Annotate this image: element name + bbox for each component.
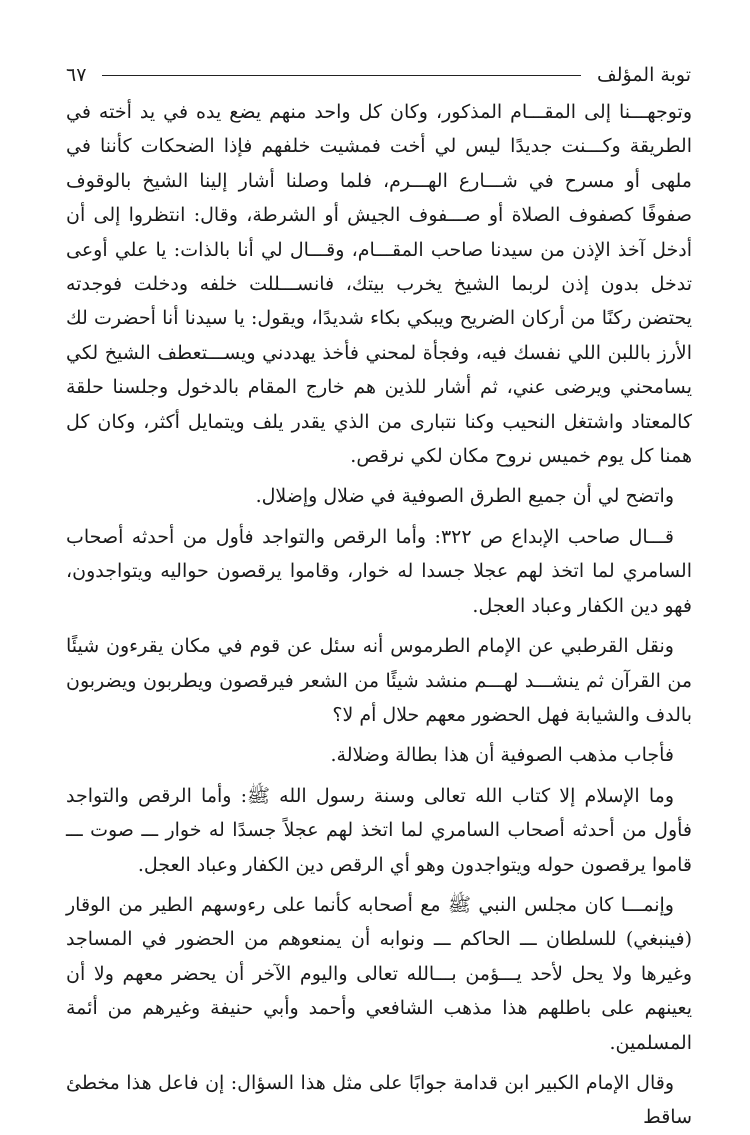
paragraph: فأجاب مذهب الصوفية أن هذا بطالة وضلالة. bbox=[330, 744, 674, 767]
paragraph: وقال الإمام الكبير ابن قدامة جوابًا على مثل هذا السؤال: إن فاعل هذا مخطئ ساقط bbox=[66, 1071, 692, 1129]
paragraph: ونقل القرطبي عن الإمام الطرموس أنه سئل عن قوم في مكان يقرءون شيئًا من القرآن ثم ينشـــد لهـــم منشد شيئًا من الشعر فيرقصون ويطربون ويضربون بالدف والشيابة فهل الحضور معهم حلال أم لا؟ bbox=[66, 635, 692, 726]
paragraph: واتضح لي أن جميع الطرق الصوفية في ضلال وإضلال. bbox=[255, 485, 674, 508]
paragraph: قـــال صاحب الإبداع ص ٣٢٢: وأما الرقص والتواجد فأول من أحدثه أصحاب السامري لما اتخذ لهم عجلا جسدا له خوار، وقاموا يرقصون حواليه ويتواجدون، فهو دين الكفار وعباد العجل. bbox=[66, 525, 692, 617]
paragraph: وتوجهـــنا إلى المقـــام المذكور، وكان كل واحد منهم يضع يده في يد أخته في الطريقة وكـــنت جديدًا ليس لي أخت فمشيت خلفهم فإذا الضحكات كأننا في ملهى أو مسرح في شـــارع الهـــرم، فلما وصلنا أشار إلينا الشيخ بالوقوف صفوفًا كصفوف الصلاة أو صـــفوف الجيش أو الشرطة، وقال: انتظروا إلى أن أدخل آخذ الإذن من سيدنا صاحب المقـــام، وقـــال لي أنا بالذات: يا علي أوعى تدخل بدون إذن لربما الشيخ يخرب بيتك، فانســـللت خلفه ودخلت فوجدته يحتضن ركنًا من أركان الضريح ويبكي بكاء شديدًا، ويقول: يا سيدنا أنا أحضرت لك الأرز باللبن اللي نفسك فيه، وفجأة لمحني فأخذ يهددني ويســـتعطف الشيخ لكي يسامحني ويرضى عني، ثم أشار للذين هم خارج المقام بالدخول وجلسنا حلقة كالمعتاد واشتغل النحيب وكنا نتبارى من الذي يقدر يلف ويتمايل أكثر، وكان كل همنا كل يوم خميس نروح مكان لكي نرقص. bbox=[66, 101, 692, 468]
chapter-title: توبة المؤلف bbox=[597, 64, 691, 86]
paragraph: وما الإسلام إلا كتاب الله تعالى وسنة رسول الله ﷺ: وأما الرقص والتواجد فأول من أحدثه أصحاب السامري لما اتخذ لهم عجلاً جسدًا له خوار ـــ صوت ـــ قاموا يرقصون حوله ويتواجدون وهو أي الرقص دين الكفار وعباد العجل. bbox=[66, 784, 692, 876]
body-text bbox=[66, 95, 692, 1135]
header-rule bbox=[102, 75, 581, 76]
page-number: ٦٧ bbox=[66, 64, 87, 86]
paragraph: وإنمـــا كان مجلس النبي ﷺ مع أصحابه كأنما على رءوسهم الطير من الوقار (فينبغي) للسلطان ـــ الحاكم ـــ ونوابه أن يمنعوهم من الحضور في المساجد وغيرها ولا يحل لأحد يـــؤمن بـــالله تعالى واليوم الآخر أن يحضر معهم ولا أن يعينهم على باطلهم هذا مذهب الشافعي وأحمد وأبي حنيفة وغيرهم من أئمة المسلمين. bbox=[66, 893, 692, 1054]
running-header bbox=[66, 60, 691, 90]
